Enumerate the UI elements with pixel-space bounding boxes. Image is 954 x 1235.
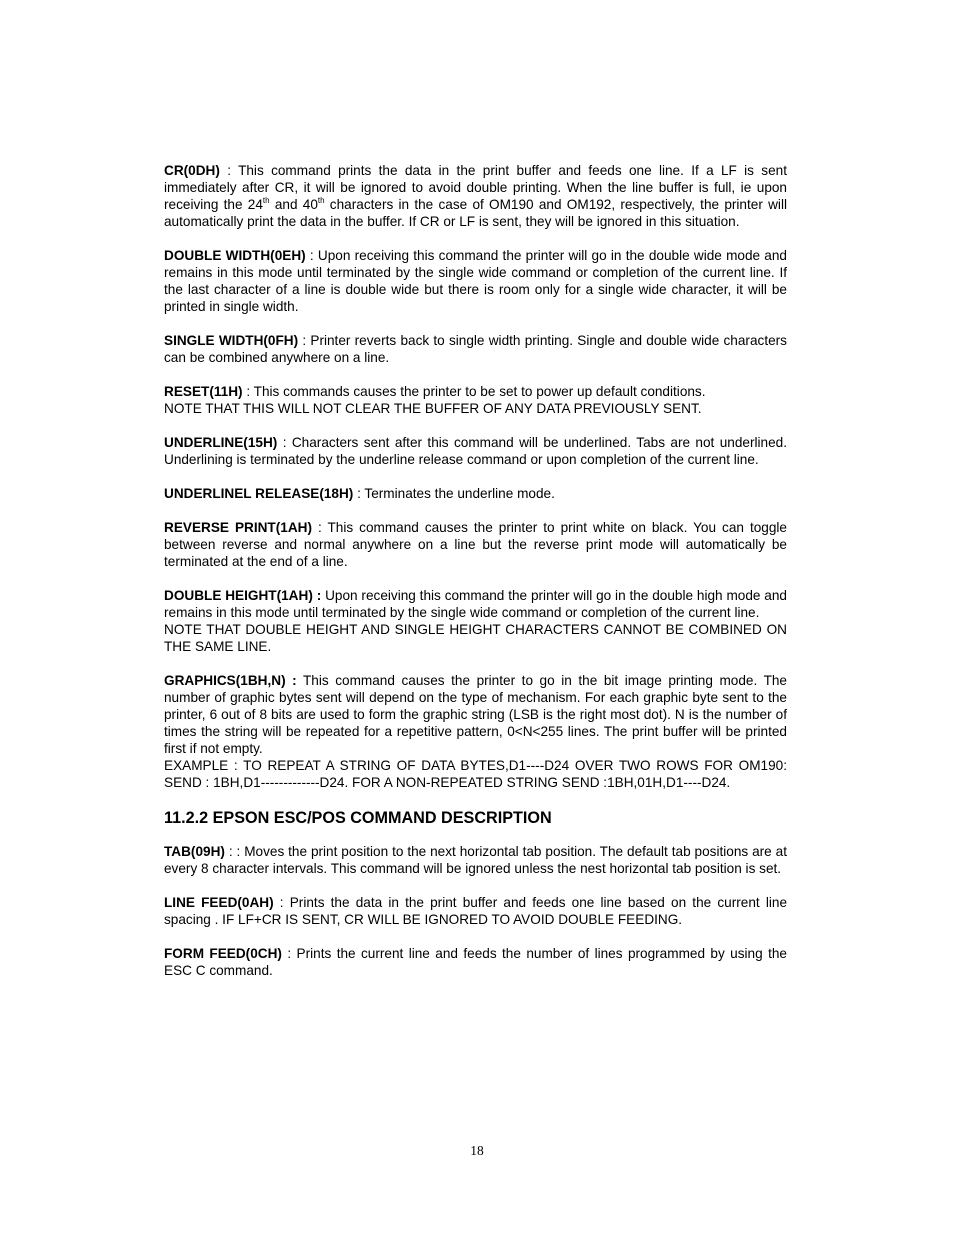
command-term: REVERSE PRINT(1AH)	[164, 520, 312, 535]
command-note: NOTE THAT DOUBLE HEIGHT AND SINGLE HEIGHT CHARACTERS CANNOT BE COMBINED ON THE SAME LINE.	[164, 622, 787, 654]
command-description: : Printer reverts back to single width printing. Single and double wide characters can be combined anywhere on a line.	[164, 333, 787, 365]
ordinal-suffix: th	[262, 196, 270, 205]
command-term: UNDERLINE(15H)	[164, 435, 278, 450]
ordinal-suffix: th	[317, 196, 325, 205]
command-description: : This commands causes the printer to be set to power up default conditions.	[242, 384, 706, 399]
command-description: : Prints the data in the print buffer and feeds one line based on the current line spacing . IF LF+CR IS SENT, CR WILL BE IGNORED TO AVOID DOUBLE FEEDING.	[164, 895, 787, 927]
command-description: Upon receiving this command the printer will go in the double high mode and remains in this mode until terminated by the single wide command or completion of the current line.	[164, 588, 787, 620]
command-term: TAB(09H)	[164, 844, 225, 859]
command-description: : Prints the current line and feeds the number of lines programmed by using the ESC C command.	[164, 946, 787, 978]
command-term: DOUBLE WIDTH(0EH)	[164, 248, 306, 263]
command-term: UNDERLINEL RELEASE(18H)	[164, 486, 354, 501]
paragraph-single-width	[164, 332, 787, 366]
command-term: CR(0DH)	[164, 163, 220, 178]
command-term: LINE FEED(0AH)	[164, 895, 274, 910]
command-term: SINGLE WIDTH(0FH)	[164, 333, 299, 348]
document-body	[164, 162, 787, 996]
reset-line	[164, 383, 787, 400]
graphics-desc	[164, 672, 787, 757]
command-description: This command causes the printer to go in the bit image printing mode. The number of graphic bytes sent will depend on the type of mechanism. For each graphic byte sent to the printer, 6 out of 8 bits are used to form the graphic string (LSB is the right most dot). N is the number of times the string will be repeated for a repetitive pattern, 0<N<255 lines. The print buffer will be printed first if not empty.	[164, 673, 787, 756]
paragraph-form-feed	[164, 945, 787, 979]
command-note: NOTE THAT THIS WILL NOT CLEAR THE BUFFER OF ANY DATA PREVIOUSLY SENT.	[164, 401, 702, 416]
command-description: : Characters sent after this command will be underlined. Tabs are not underlined. Underlining is terminated by the underline release command or upon completion of the current line.	[164, 435, 787, 467]
page-number: 18	[470, 1143, 484, 1158]
paragraph-double-width	[164, 247, 787, 315]
command-description-mid: and 40	[269, 197, 318, 212]
paragraph-double-height	[164, 587, 787, 655]
command-description-end: characters in the case of OM190 and OM192, respectively, the printer will automatically print the data in the buffer. If CR or LF is sent, they will be ignored in this situation.	[164, 197, 787, 229]
paragraph-line-feed	[164, 894, 787, 928]
command-description: : Terminates the underline mode.	[353, 486, 555, 501]
command-example: EXAMPLE : TO REPEAT A STRING OF DATA BYTES,D1----D24 OVER TWO ROWS FOR OM190: SEND : 1BH,D1-------------D24. FOR A NON-REPEATED STRING SEND :1BH,01H,D1----D24.	[164, 758, 787, 790]
paragraph-graphics	[164, 672, 787, 791]
section-heading: 11.2.2 EPSON ESC/POS COMMAND DESCRIPTION	[164, 809, 552, 827]
command-description: : This command causes the printer to print white on black. You can toggle between reverse and normal anywhere on a line but the reverse print mode will automatically be terminated at the end of a line.	[164, 520, 787, 569]
paragraph-reverse-print	[164, 519, 787, 570]
paragraph-tab	[164, 843, 787, 877]
double-height-desc	[164, 587, 787, 621]
paragraph-cr	[164, 162, 787, 230]
command-description: : Upon receiving this command the printer will go in the double wide mode and remains in this mode until terminated by the single wide command or completion of the current line. If the last character of a line is double wide but there is room only for a single wide character, it will be printed in single width.	[164, 248, 787, 314]
command-term: GRAPHICS(1BH,N) :	[164, 673, 297, 688]
command-description: : : Moves the print position to the next horizontal tab position. The default tab positions are at every 8 character intervals. This command will be ignored unless the nest horizontal tab position is set.	[164, 844, 787, 876]
paragraph-reset	[164, 383, 787, 417]
command-description: : This command prints the data in the print buffer and feeds one line. If a LF is sent immediately after CR, it will be ignored to avoid double printing. When the line buffer is full, ie upon receiving the 24	[164, 163, 787, 212]
command-term: DOUBLE HEIGHT(1AH) :	[164, 588, 322, 603]
paragraph-underline-release	[164, 485, 787, 502]
command-term: FORM FEED(0CH)	[164, 946, 282, 961]
paragraph-underline	[164, 434, 787, 468]
command-term: RESET(11H)	[164, 384, 243, 399]
